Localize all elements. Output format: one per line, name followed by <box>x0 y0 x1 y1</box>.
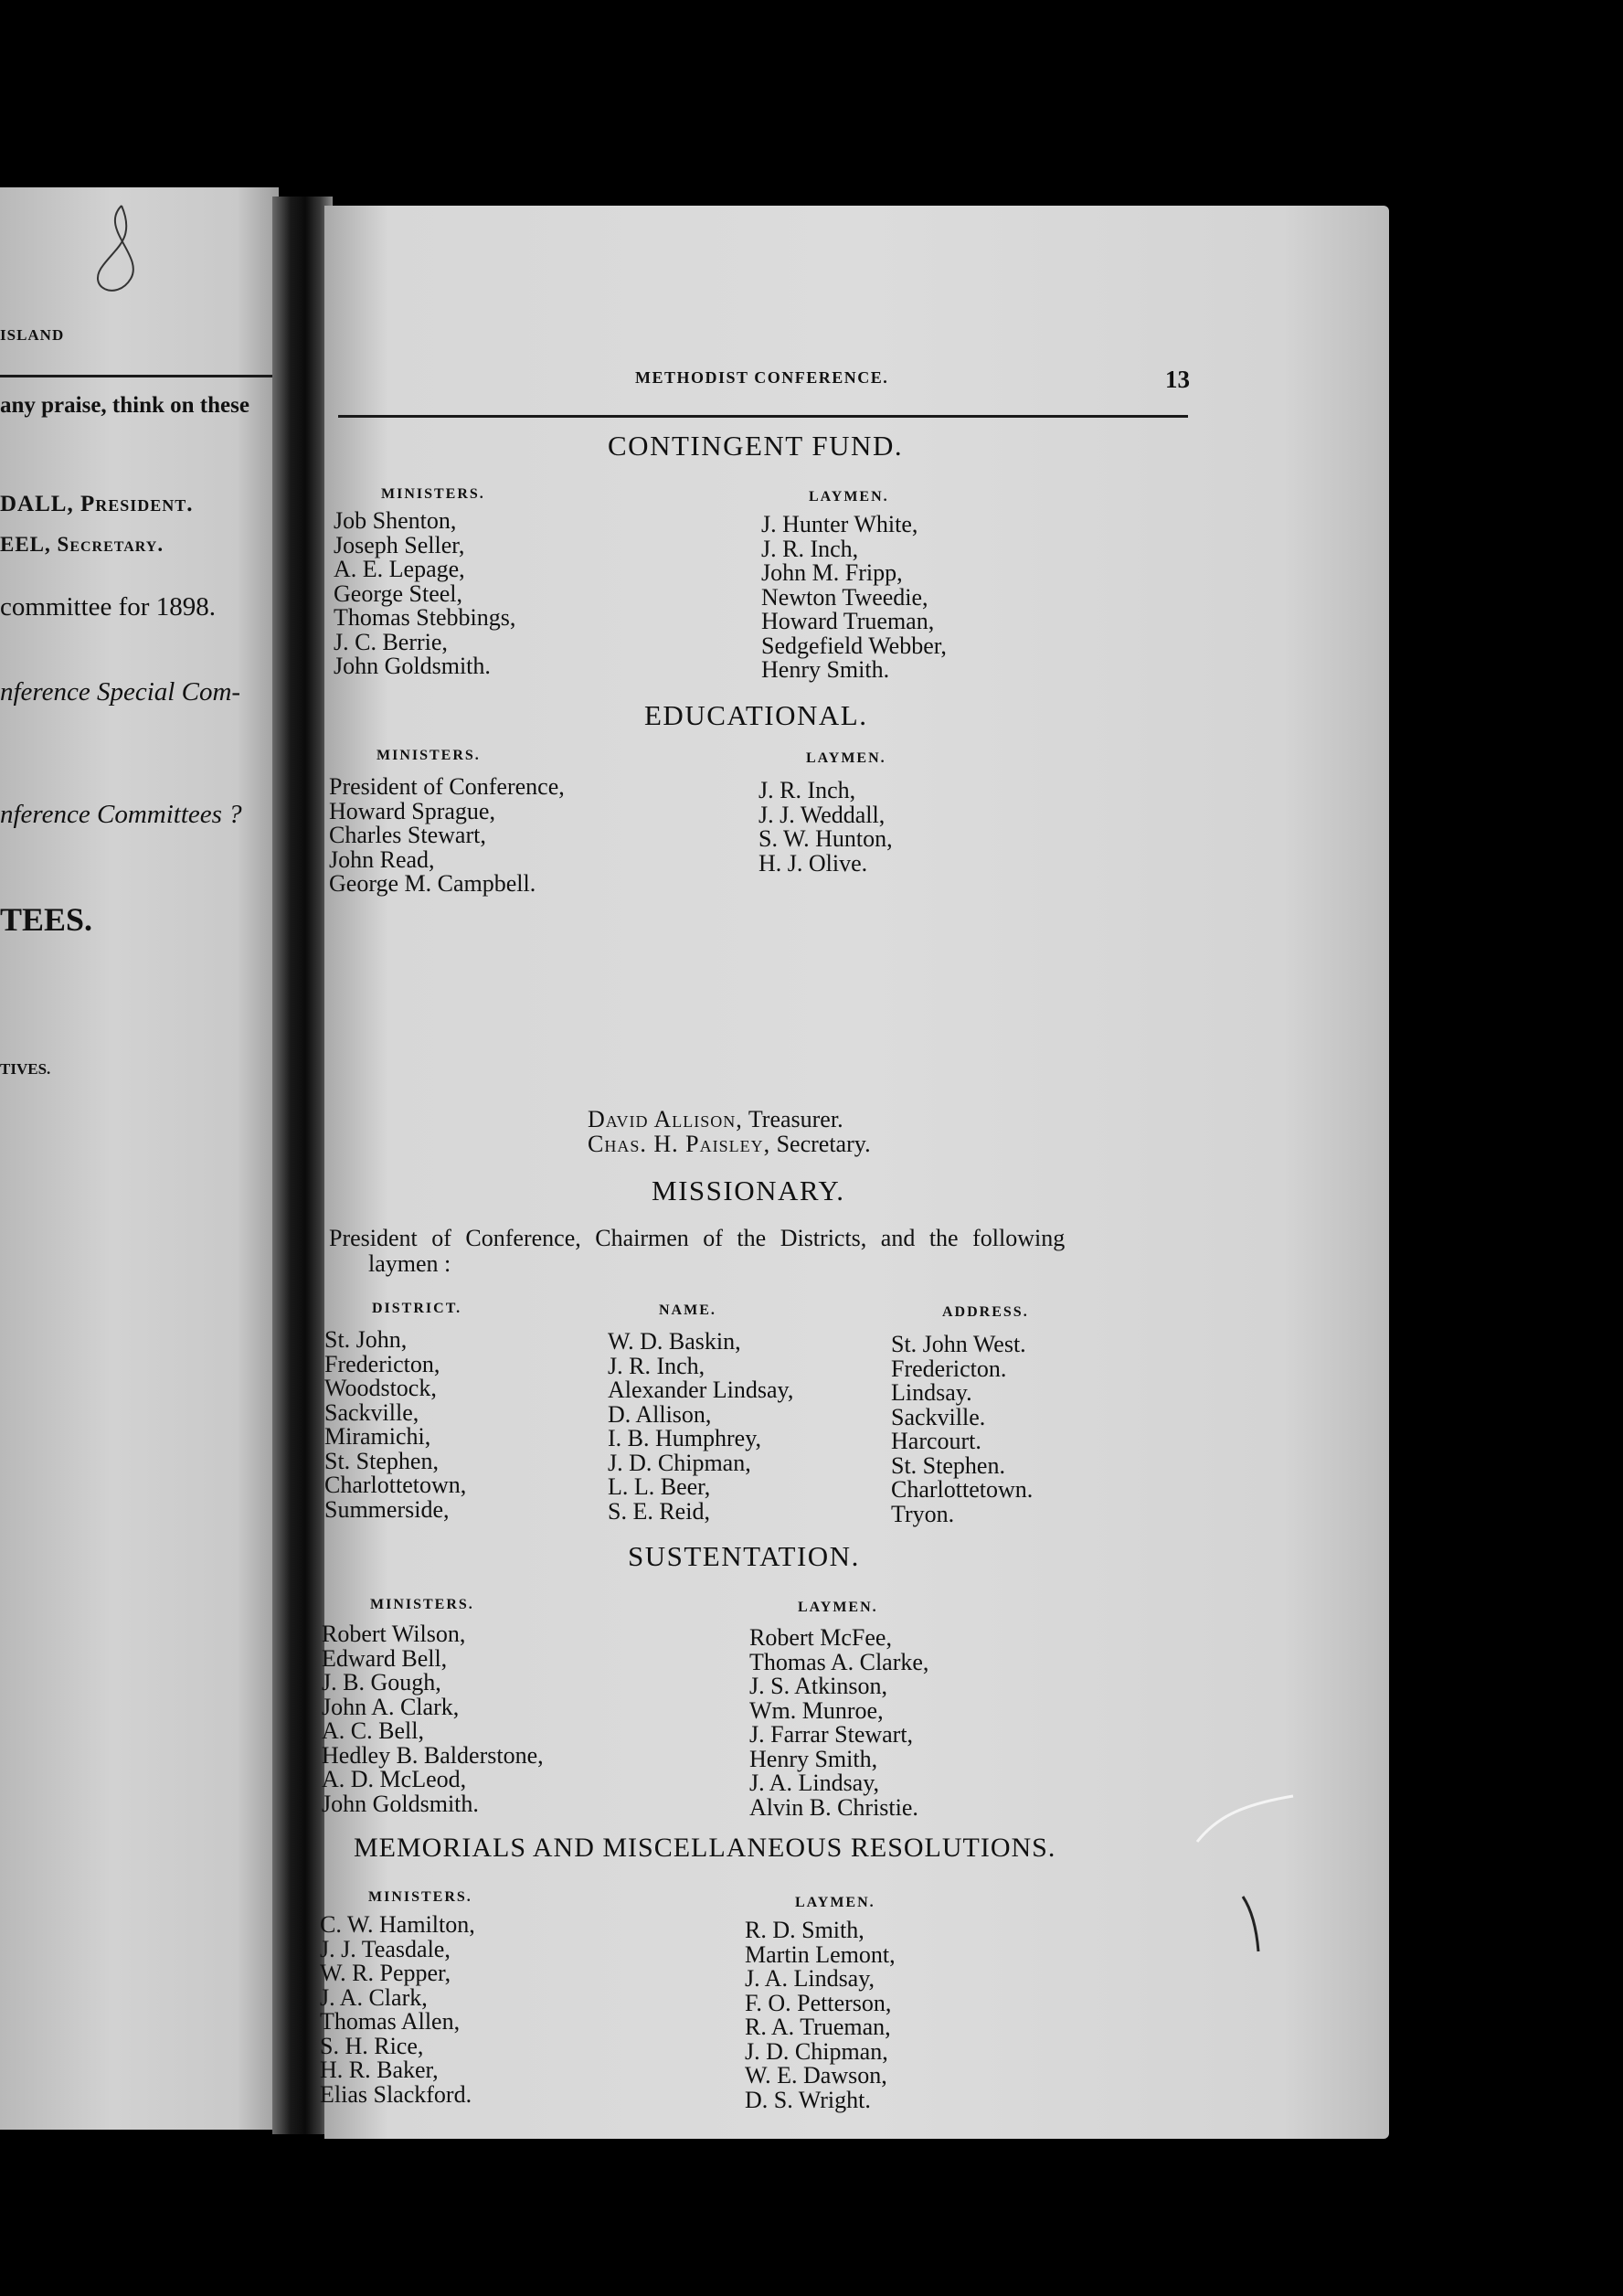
left-header: ISLAND <box>0 326 65 344</box>
list-item: J. B. Gough, <box>322 1669 441 1695</box>
list-item: Howard Sprague, <box>329 797 495 824</box>
list-item: S. H. Rice, <box>320 2032 424 2059</box>
list-item: J. J. Weddall, <box>758 801 886 828</box>
list-item: John Read, <box>329 845 435 873</box>
list-item: Sackville. <box>891 1403 986 1430</box>
list-item: F. O. Petterson, <box>745 1989 892 2016</box>
treasurer-line <box>588 1106 843 1133</box>
missionary-intro-line-2: laymen : <box>368 1250 451 1277</box>
list-item: J. A. Clark, <box>320 1983 428 2011</box>
list-item: Alvin B. Christie. <box>749 1793 918 1821</box>
memorials-ministers-list <box>320 1913 475 2107</box>
sustentation-title: SUSTENTATION. <box>628 1540 860 1572</box>
list-item: I. B. Humphrey, <box>608 1425 762 1451</box>
list-item: Sackville, <box>324 1398 419 1426</box>
list-item: W. D. Baskin, <box>608 1328 741 1355</box>
list-item: J. J. Teasdale, <box>320 1935 451 1962</box>
list-item: R. D. Smith, <box>745 1917 865 1943</box>
left-secretary-line: EEL, Secretary. <box>0 533 164 556</box>
list-item: Tryon. <box>891 1500 955 1527</box>
secretary-line <box>588 1131 871 1158</box>
list-item: Charles Stewart, <box>329 822 486 848</box>
list-item: Robert Wilson, <box>322 1621 466 1647</box>
list-item: W. E. Dawson, <box>745 2062 887 2089</box>
list-item: Thomas A. Clarke, <box>749 1648 929 1675</box>
name-heading: NAME. <box>659 1302 716 1318</box>
list-item: A. D. McLeod, <box>322 1766 467 1792</box>
treasurer-name: David Allison, <box>588 1106 743 1132</box>
list-item: Hedley B. Balderstone, <box>322 1741 544 1769</box>
left-committee-line: committee for 1898. <box>0 592 216 622</box>
sustentation-ministers-heading: MINISTERS. <box>370 1597 474 1612</box>
left-committees-line: nference Committees ? <box>0 800 242 829</box>
list-item: J. D. Chipman, <box>745 2037 888 2065</box>
list-item: St. Stephen, <box>324 1447 439 1474</box>
list-item: C. W. Hamilton, <box>320 1911 475 1938</box>
list-item: Thomas Stebbings, <box>334 604 516 631</box>
educational-ministers-list <box>329 775 565 897</box>
district-heading: DISTRICT. <box>372 1301 462 1316</box>
list-item: J. A. Lindsay, <box>745 1965 875 1992</box>
list-item: Elias Slackford. <box>320 2080 472 2108</box>
list-item: J. R. Inch, <box>761 535 859 562</box>
list-item: D. Allison, <box>608 1400 712 1428</box>
educational-laymen-heading: LAYMEN. <box>806 750 886 766</box>
list-item: Joseph Seller, <box>334 531 465 558</box>
list-item: J. A. Lindsay, <box>749 1770 880 1796</box>
list-item: J. Hunter White, <box>761 511 918 537</box>
contingent-fund-title: CONTINGENT FUND. <box>608 430 904 462</box>
list-item: S. W. Hunton, <box>758 825 893 852</box>
left-text-line: any praise, think on these <box>0 393 249 418</box>
missionary-intro-line-1: President of Conference, Chairmen of the Districts, and the following <box>329 1225 1066 1251</box>
contingent-ministers-heading: MINISTERS. <box>381 486 485 502</box>
list-item: Edward Bell, <box>322 1644 448 1672</box>
treasurer-role: Treasurer. <box>742 1106 843 1132</box>
sustentation-ministers-list <box>322 1622 544 1816</box>
address-list <box>891 1333 1033 1526</box>
list-item: George Steel, <box>334 579 463 607</box>
contingent-laymen-list <box>761 513 947 683</box>
educational-ministers-heading: MINISTERS. <box>377 748 481 763</box>
list-item: John Goldsmith. <box>322 1790 479 1817</box>
left-special-line: nference Special Com- <box>0 677 241 707</box>
list-item: J. R. Inch, <box>608 1352 705 1379</box>
page <box>320 206 1389 2139</box>
list-item: Charlottetown, <box>324 1472 467 1498</box>
list-item: Alexander Lindsay, <box>608 1377 794 1403</box>
header-rule <box>338 415 1188 418</box>
list-item: H. J. Olive. <box>758 849 868 877</box>
missionary-title: MISSIONARY. <box>652 1175 845 1206</box>
paper-scratch-mark <box>1193 1787 1302 1851</box>
secretary-name: Chas. H. Paisley, <box>588 1131 771 1157</box>
educational-laymen-list <box>758 779 893 876</box>
left-heading: TEES. <box>0 901 93 938</box>
sustentation-laymen-list <box>749 1626 928 1820</box>
contingent-laymen-heading: LAYMEN. <box>809 489 889 505</box>
list-item: L. L. Beer, <box>608 1473 711 1500</box>
memorials-ministers-heading: MINISTERS. <box>368 1889 472 1905</box>
list-item: St. John West. <box>891 1331 1026 1357</box>
list-item: President of Conference, <box>329 773 565 800</box>
list-item: A. C. Bell, <box>322 1717 424 1744</box>
list-item: Wm. Munroe, <box>749 1696 884 1724</box>
list-item: St. John, <box>324 1326 408 1353</box>
list-item: A. E. Lepage, <box>334 556 465 582</box>
previous-page-fragment <box>0 187 279 2130</box>
memorials-title: MEMORIALS AND MISCELLANEOUS RESOLUTIONS. <box>354 1833 1056 1863</box>
ink-mark <box>1238 1892 1266 1956</box>
list-item: J. Farrar Stewart, <box>749 1721 914 1748</box>
list-item: R. A. Trueman, <box>745 2014 891 2040</box>
address-heading: ADDRESS. <box>942 1304 1029 1320</box>
left-president-line: DALL, President. <box>0 492 194 516</box>
memorials-laymen-heading: LAYMEN. <box>795 1895 875 1910</box>
list-item: Henry Smith. <box>761 656 890 683</box>
list-item: Charlottetown. <box>891 1476 1034 1503</box>
contingent-ministers-list <box>334 509 515 679</box>
left-header-rule <box>0 375 274 377</box>
running-head: METHODIST CONFERENCE. <box>635 368 889 387</box>
secretary-role: Secretary. <box>770 1131 871 1157</box>
list-item: Thomas Allen, <box>320 2008 461 2035</box>
list-item: H. R. Baker, <box>320 2057 439 2083</box>
list-item: John Goldsmith. <box>334 653 491 679</box>
list-item: J. S. Atkinson, <box>749 1673 887 1699</box>
page-number: 13 <box>1165 366 1190 393</box>
list-item: J. C. Berrie, <box>334 628 448 655</box>
list-item: Summerside, <box>324 1495 450 1523</box>
list-item: St. Stephen. <box>891 1451 1005 1479</box>
list-item: Harcourt. <box>891 1428 981 1454</box>
list-item: Lindsay. <box>891 1379 972 1406</box>
list-item: Miramichi, <box>324 1423 431 1450</box>
list-item: S. E. Reid, <box>608 1497 710 1525</box>
list-item: Woodstock, <box>324 1375 437 1401</box>
list-item: Robert McFee, <box>749 1624 892 1651</box>
list-item: W. R. Pepper, <box>320 1960 451 1986</box>
left-tives-line: TIVES. <box>0 1060 51 1078</box>
list-item: Fredericton. <box>891 1355 1007 1382</box>
handwritten-page-mark <box>80 201 154 320</box>
educational-title: EDUCATIONAL. <box>644 699 868 731</box>
district-list <box>324 1328 466 1522</box>
list-item: Howard Trueman, <box>761 608 935 634</box>
list-item: J. R. Inch, <box>758 777 856 803</box>
sustentation-laymen-heading: LAYMEN. <box>798 1600 878 1615</box>
list-item: George M. Campbell. <box>329 870 536 897</box>
list-item: Sedgefield Webber, <box>761 632 947 659</box>
list-item: J. D. Chipman, <box>608 1449 751 1476</box>
list-item: Fredericton, <box>324 1350 440 1377</box>
list-item: John M. Fripp, <box>761 559 903 586</box>
list-item: Job Shenton, <box>334 507 457 534</box>
list-item: Newton Tweedie, <box>761 583 928 611</box>
list-item: Henry Smith, <box>749 1745 878 1772</box>
list-item: Martin Lemont, <box>745 1940 896 1968</box>
missionary-name-list <box>608 1330 793 1524</box>
list-item: D. S. Wright. <box>745 2086 871 2113</box>
memorials-laymen-list <box>745 1919 896 2112</box>
list-item: John A. Clark, <box>322 1693 460 1720</box>
